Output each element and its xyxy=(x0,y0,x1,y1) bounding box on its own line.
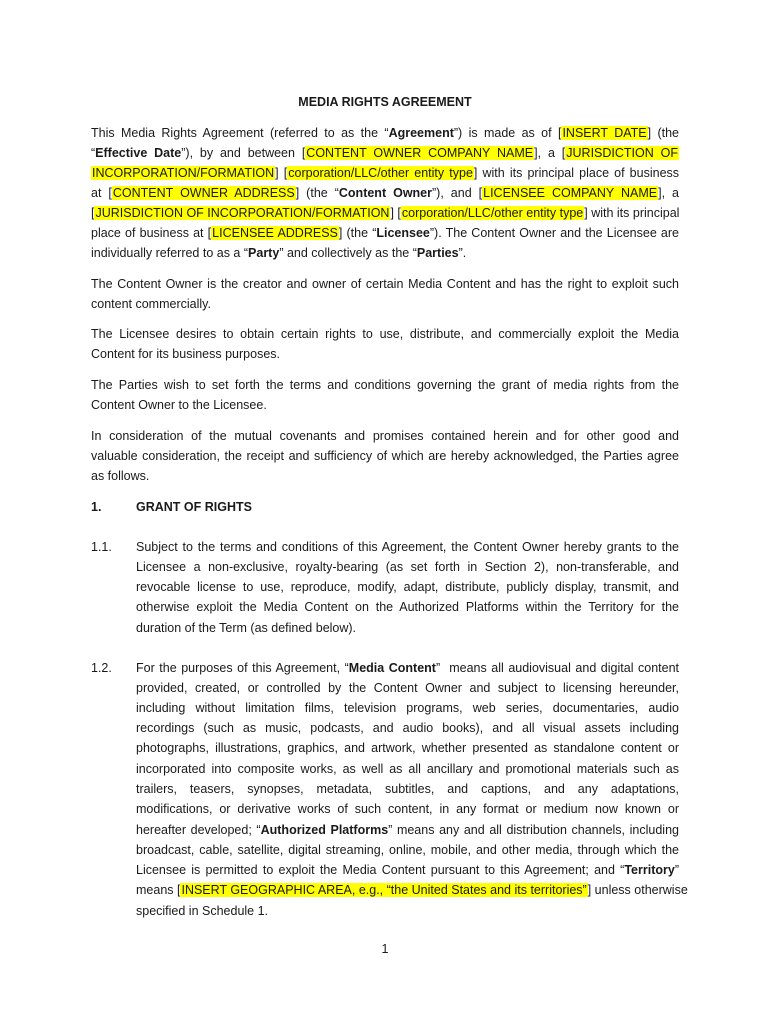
clause-1-1-line-1: Subject to the terms and conditions of this Agreement, the Content Owner hereby grants to the xyxy=(136,540,679,554)
clause-1-2-line-13: specified in Schedule 1. xyxy=(136,904,269,918)
clause-1-2-line-8: modifications, or derivative works of such content, in any format or medium now known or xyxy=(136,802,679,816)
clause-1-1-line-3: revocable license to use, reproduce, modify, adapt, distribute, publicly display, transmit, and xyxy=(136,580,679,594)
defined-term-media-content: Media Content xyxy=(348,661,436,675)
clause-1-2-line-11: Licensee is permitted to exploit the Media Content pursuant to this Agreement; and “Territory” xyxy=(136,863,679,877)
clause-1-2-line-12: means [INSERT GEOGRAPHIC AREA, e.g., “the United States and its territories”] unless otherwise xyxy=(136,883,688,897)
clause-1-2-line-7: trailers, teasers, synopses, metadata, subtitles, and captions, and any adaptations, xyxy=(136,782,679,796)
clause-1-2-line-4: recordings (such as music, podcasts, and audio books), and all visual assets including xyxy=(136,721,679,735)
clause-1-1-line-4: otherwise exploit the Media Content on the Authorized Platforms within the Territory for the xyxy=(136,600,679,614)
placeholder-geographic-area: INSERT GEOGRAPHIC AREA, e.g., “the United States and its territories” xyxy=(181,883,587,897)
clause-1-2-line-5: photographs, illustrations, graphics, and artwork, whether presented as standalone content or xyxy=(136,741,679,755)
intro-line-3: INCORPORATION/FORMATION] [corporation/LLC/other entity type] with its principal place of business xyxy=(92,166,680,180)
clause-1-1-line-2: Licensee a non-exclusive, royalty-bearing (as set forth in Section 2), non-transferable, and xyxy=(136,560,679,574)
defined-term-authorized-platforms: Authorized Platforms xyxy=(260,823,389,837)
clause-1-2-line-1: For the purposes of this Agreement, “Media Content” means all audiovisual and digital content xyxy=(136,661,680,675)
section-1-number: 1. xyxy=(91,500,102,514)
defined-term-licensee: Licensee xyxy=(376,226,430,240)
intro-line-6: place of business at [LICENSEE ADDRESS] (the “Licensee”). The Content Owner and the Licensee are xyxy=(91,226,680,240)
intro-line-1: This Media Rights Agreement (referred to as the “Agreement”) is made as of [INSERT DATE] (the xyxy=(91,126,679,140)
intro-line-4: at [CONTENT OWNER ADDRESS] (the “Content Owner”), and [LICENSEE COMPANY NAME], a xyxy=(91,186,679,200)
recital-2-line-2: Content for its business purposes. xyxy=(91,347,280,361)
clause-1-2-line-10: broadcast, cable, satellite, digital streaming, online, mobile, and other media, through which the xyxy=(136,843,679,857)
clause-1-1-number: 1.1. xyxy=(91,540,112,554)
defined-term-content-owner: Content Owner xyxy=(338,186,432,200)
recital-4-line-1: In consideration of the mutual covenants and promises contained herein and for other good and xyxy=(91,429,679,443)
placeholder-jurisdiction-2: JURISDICTION OF INCORPORATION/FORMATION xyxy=(95,206,390,220)
placeholder-jurisdiction-1: JURISDICTION OF xyxy=(566,146,678,160)
intro-line-7: individually referred to as a “Party” and collectively as the “Parties”. xyxy=(91,246,467,260)
placeholder-entity-type-2: corporation/LLC/other entity type xyxy=(401,206,584,220)
page-number: 1 xyxy=(381,942,389,956)
intro-line-2: “Effective Date”), by and between [CONTENT OWNER COMPANY NAME], a [JURISDICTION OF xyxy=(91,146,678,160)
recital-4-line-2: valuable consideration, the receipt and sufficiency of which are hereby acknowledged, the Parties agree xyxy=(91,449,679,463)
intro-line-5: [JURISDICTION OF INCORPORATION/FORMATION] [corporation/LLC/other entity type] with its principal xyxy=(91,206,680,220)
clause-1-2-line-3: including without limitation films, television programs, web series, documentaries, audio xyxy=(136,701,679,715)
placeholder-insert-date: INSERT DATE xyxy=(562,126,647,140)
clause-1-1-line-5: duration of the Term (as defined below). xyxy=(136,621,357,635)
clause-1-2-number: 1.2. xyxy=(91,661,112,675)
document-title: MEDIA RIGHTS AGREEMENT xyxy=(298,95,472,109)
recital-3-line-1: The Parties wish to set forth the terms and conditions governing the grant of media rights from the xyxy=(91,378,679,392)
placeholder-content-owner-address: CONTENT OWNER ADDRESS xyxy=(112,186,295,200)
clause-1-2-line-2: provided, created, or controlled by the Content Owner and subject to licensing hereunder, xyxy=(136,681,679,695)
defined-term-party: Party xyxy=(248,246,280,260)
defined-term-parties: Parties xyxy=(416,246,459,260)
recital-1-line-1: The Content Owner is the creator and owner of certain Media Content and has the right to exploit such xyxy=(91,277,679,291)
defined-term-agreement: Agreement xyxy=(388,126,454,140)
defined-term-territory: Territory xyxy=(624,863,675,877)
placeholder-entity-type-1: corporation/LLC/other entity type xyxy=(288,166,473,180)
clause-1-2-line-6: incorporated into composite works, as well as all ancillary and promotional materials such as xyxy=(136,762,679,776)
placeholder-licensee-company: LICENSEE COMPANY NAME xyxy=(483,186,658,200)
recital-2-line-1: The Licensee desires to obtain certain rights to use, distribute, and commercially exploit the Media xyxy=(91,327,679,341)
placeholder-content-owner-company: CONTENT OWNER COMPANY NAME xyxy=(306,146,534,160)
section-1-heading: GRANT OF RIGHTS xyxy=(136,500,252,514)
recital-3-line-2: Content Owner to the Licensee. xyxy=(91,398,267,412)
defined-term-effective-date: Effective Date xyxy=(95,146,182,160)
clause-1-2-line-9: hereafter developed; “Authorized Platforms” means any and all distribution channels, including xyxy=(136,823,679,837)
placeholder-licensee-address: LICENSEE ADDRESS xyxy=(212,226,338,240)
placeholder-jurisdiction-1-cont: INCORPORATION/FORMATION xyxy=(92,166,275,180)
recital-1-line-2: content commercially. xyxy=(91,297,211,311)
recital-4-line-3: as follows. xyxy=(91,469,150,483)
